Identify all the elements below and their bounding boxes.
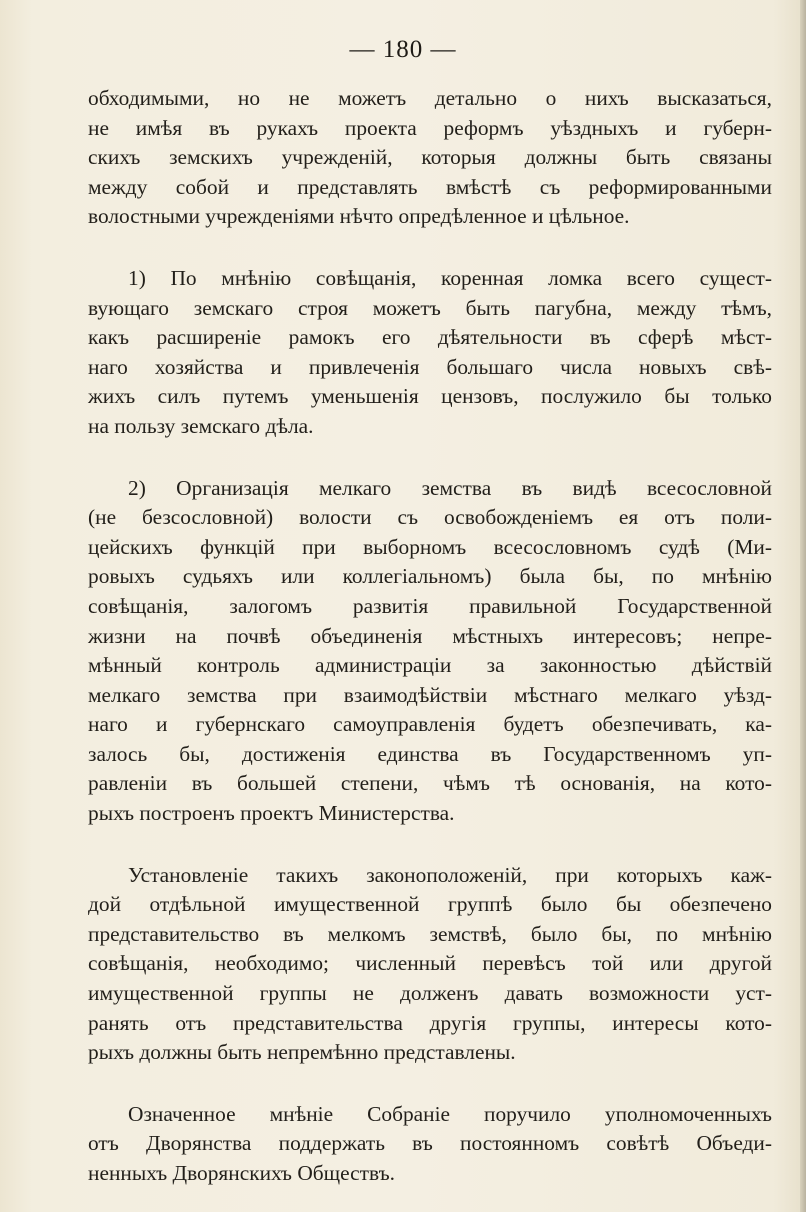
page-number: — 180 — — [349, 36, 457, 63]
body-text — [88, 84, 772, 1189]
text-line: обходимыми, но не можетъ детально о нихъ высказаться, — [88, 86, 772, 110]
paragraph — [88, 264, 772, 442]
page-edge-shadow — [800, 0, 806, 1212]
text-line: на пользу земскаго дѣла. — [88, 413, 314, 438]
text-line: наго хозяйства и привлеченія большаго числа новыхъ свѣ- — [88, 354, 772, 379]
text-line: цейскихъ функцій при выборномъ всесословномъ судѣ (Ми- — [88, 534, 772, 559]
text-line: ровыхъ судьяхъ или коллегіальномъ) была бы, по мнѣнію — [88, 564, 772, 589]
text-line: дой отдѣльной имущественной группѣ было бы обезпечено — [88, 892, 772, 917]
paragraph — [88, 1100, 772, 1189]
text-line: наго и губернскаго самоуправленія будетъ обезпечивать, ка- — [88, 712, 772, 737]
paragraph-gap — [88, 829, 772, 861]
text-line: совѣщанія, необходимо; численный перевѣсъ той или другой — [88, 951, 772, 976]
paragraph-gap — [88, 442, 772, 474]
text-line: ранять отъ представительства другія группы, интересы кото- — [88, 1010, 772, 1035]
text-line: залось бы, достиженія единства въ Государственномъ уп- — [88, 741, 772, 766]
text-line: 2) Организація мелкаго земства въ видѣ всесословной — [128, 475, 772, 500]
paragraph-gap — [88, 1068, 772, 1100]
text-line: рыхъ должны быть непремѣнно представлены. — [88, 1040, 516, 1065]
text-line: скихъ земскихъ учрежденій, которыя должны быть связаны — [88, 145, 772, 170]
text-line: Означенное мнѣніе Собраніе поручило уполномоченныхъ — [128, 1101, 772, 1126]
text-line: вующаго земскаго строя можетъ быть пагубна, между тѣмъ, — [88, 295, 772, 320]
text-line: мѣнный контроль администраціи за законностью дѣйствій — [88, 653, 772, 678]
text-line: волостными учрежденіями нѣчто опредѣленное и цѣльное. — [88, 204, 630, 229]
text-line: между собой и представлять вмѣстѣ съ реформированными — [88, 174, 772, 199]
text-line: Установленіе такихъ законоположеній, при которыхъ каж- — [128, 862, 772, 887]
text-line: рыхъ построенъ проектъ Министерства. — [88, 801, 455, 826]
text-line: какъ расширеніе рамокъ его дѣятельности въ сферѣ мѣст- — [88, 325, 772, 350]
paragraph-gap — [88, 232, 772, 264]
text-line: жихъ силъ путемъ уменьшенія цензовъ, послужило бы только — [88, 384, 772, 409]
text-line: ненныхъ Дворянскихъ Обществъ. — [88, 1161, 395, 1185]
text-line: мелкаго земства при взаимодѣйствіи мѣстнаго мелкаго уѣзд- — [88, 682, 772, 707]
text-line: (не безсословной) волости съ освобожденіемъ ея отъ поли- — [88, 505, 772, 530]
paragraph — [88, 84, 772, 232]
text-line: жизни на почвѣ объединенія мѣстныхъ интересовъ; непре- — [88, 623, 772, 648]
paragraph — [88, 474, 772, 829]
text-line: имущественной группы не долженъ давать возможности уст- — [88, 981, 772, 1006]
text-line: 1) По мнѣнію совѣщанія, коренная ломка всего сущест- — [128, 265, 772, 290]
text-line: не имѣя въ рукахъ проекта реформъ уѣздныхъ и губерн- — [88, 115, 772, 140]
text-line: равленіи въ большей степени, чѣмъ тѣ основанія, на кото- — [88, 771, 772, 796]
paragraph — [88, 861, 772, 1068]
text-line: совѣщанія, залогомъ развитія правильной Государственной — [88, 593, 772, 618]
text-line: отъ Дворянства поддержать въ постоянномъ совѣтѣ Объеди- — [88, 1131, 772, 1156]
text-line: представительство въ мелкомъ земствѣ, было бы, по мнѣнію — [88, 921, 772, 946]
